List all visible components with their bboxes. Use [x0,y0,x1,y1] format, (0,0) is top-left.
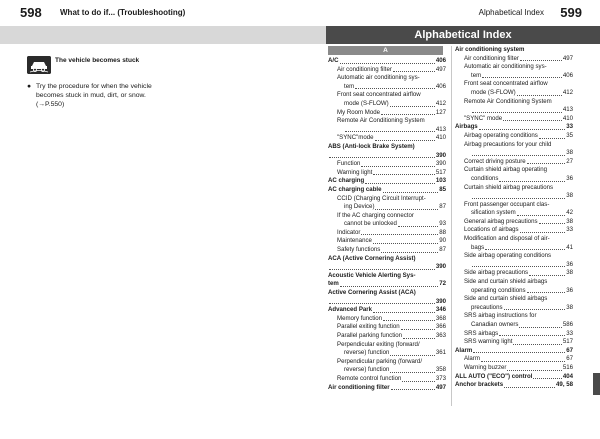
index-term: Warning light [337,168,373,176]
dot-leader [503,120,562,121]
index-term: Modification and disposal of air- [464,235,550,243]
index-term: "SYNC"mode [337,134,374,142]
index-entry [328,332,446,341]
index-entry [455,123,573,132]
index-entry [328,220,446,229]
right-running-title: Alphabetical Index [478,8,544,17]
index-term: mode (S-FLOW) [471,88,516,96]
index-term: reverse) function [344,349,390,357]
page-reference[interactable]: 413 [435,125,446,133]
index-term: ALL AUTO ("ECO") control [455,372,533,380]
stuck-bullet [27,82,169,109]
stuck-heading: The vehicle becomes stuck [55,57,140,64]
dot-leader [383,192,439,193]
index-term: Maintenance [337,237,372,245]
index-term: Active Cornering Assist (ACA) [328,289,416,297]
page-reference[interactable]: 390 [435,297,446,305]
index-entry [328,272,446,281]
index-term: Perpendicular exiting (forward/ [337,340,420,348]
page-reference[interactable]: 390 [435,263,446,271]
index-entry [328,57,446,66]
page-reference[interactable]: 41 [566,243,573,251]
page-reference[interactable]: 497 [435,65,446,73]
index-term: Side airbag operating conditions [464,252,552,260]
dot-leader [390,372,434,373]
index-term: Air conditioning filter [464,54,519,62]
page-reference[interactable]: 497 [435,383,446,391]
section-title: Alphabetical Index [326,26,600,44]
dot-leader [517,215,566,216]
dot-leader [504,387,555,388]
index-term: "SYNC" mode [464,114,503,122]
index-entry [455,63,573,72]
column-divider [451,46,452,406]
index-entry [328,143,446,152]
index-term: conditions [471,174,499,182]
index-term: precautions [471,303,503,311]
index-entry [328,289,446,298]
dot-leader [402,381,434,382]
index-term: Memory function [337,314,383,322]
page-reference[interactable]: 35 [566,131,573,139]
page-reference[interactable]: 72 [439,280,446,288]
index-term: Side airbag precautions [464,269,529,277]
dot-leader [499,335,565,336]
page-reference[interactable]: 410 [562,114,573,122]
page-reference[interactable]: 67 [566,355,573,363]
page-reference[interactable]: 38 [566,303,573,311]
page-reference[interactable]: 366 [435,323,446,331]
index-entry [455,166,573,175]
dot-leader [513,344,561,345]
index-letter-a: A [328,46,443,55]
index-term: ABS (Anti-lock Brake System) [328,142,415,150]
dot-leader [391,389,435,390]
page-header [0,0,600,26]
index-entry [455,269,573,278]
index-entry [455,295,573,304]
index-entry [455,218,573,227]
dot-leader [472,155,565,156]
index-term: Parallel parking function [337,332,403,339]
page-reference[interactable]: 36 [566,286,573,294]
dot-leader [361,234,438,235]
index-entry [455,149,573,158]
page-reference[interactable]: 406 [562,71,573,79]
index-entry [455,89,573,98]
index-term: reverse) function [344,366,390,374]
index-term: Alarm [464,355,480,363]
dot-leader [504,309,566,310]
page-reference[interactable]: 36 [566,174,573,182]
index-term: A/C [328,57,339,64]
index-entry [328,315,446,324]
index-column-2 [455,46,573,390]
page-reference[interactable]: 93 [439,220,446,228]
index-term: Side and curtain shield airbags [464,295,548,303]
index-term: cannot be unlocked [344,220,397,228]
index-term: bags [471,243,485,251]
index-entry [455,46,573,55]
page-reference[interactable]: 127 [435,108,446,116]
index-term: Curtain shield airbag precautions [464,183,554,191]
page-reference[interactable]: 38 [566,217,573,225]
index-entry [328,152,446,161]
index-entry [455,226,573,235]
index-term: Airbags [455,123,478,131]
page-reference[interactable]: 517 [562,338,573,346]
index-term: Advanced Park [328,306,373,314]
index-term: Canadian owners [471,321,519,328]
index-entry [455,72,573,81]
index-term: Correct driving posture [464,157,526,165]
index-term: Front passenger occupant clas- [464,200,550,208]
index-entry [328,358,446,367]
page-reference[interactable]: 406 [435,57,446,64]
dot-leader [373,174,434,175]
left-running-title: What to do if... (Troubleshooting) [60,8,186,17]
page-reference[interactable]: 373 [435,374,446,382]
right-page-number: 599 [560,5,582,20]
index-entry [328,280,446,289]
index-term: Automatic air conditioning sys- [337,74,420,82]
index-entry [455,338,573,347]
dot-leader [539,223,566,224]
index-term: Locations of airbags [464,226,519,234]
index-term: tem [344,82,355,90]
page-reference[interactable]: 412 [562,88,573,96]
page-reference[interactable]: 361 [435,349,446,357]
index-term: Remote Air Conditioning System [337,117,425,125]
index-term: Warning buzzer [464,363,507,371]
dot-leader [401,329,435,330]
dot-leader [507,370,561,371]
page-reference[interactable]: 517 [435,168,446,176]
index-entry [328,134,446,143]
dot-leader [375,209,438,210]
page-reference[interactable]: 358 [435,366,446,374]
dot-leader [403,338,435,339]
dot-leader [485,249,565,250]
left-page-number: 598 [20,5,42,20]
page-reference[interactable]: 36 [566,260,573,268]
index-entry [455,347,573,356]
dot-leader [539,138,565,139]
dot-leader [329,157,435,158]
index-entry [455,312,573,321]
index-entry [328,117,446,126]
dot-leader [481,361,565,362]
dot-leader [527,292,566,293]
index-term: mode (S-FLOW) [344,99,389,107]
page-reference[interactable]: 90 [439,237,446,245]
index-term: ACA (Active Cornering Assist) [328,254,416,262]
index-term: Airbag precautions for your child [464,140,552,148]
index-entry [328,375,446,384]
dot-leader [499,181,565,182]
dot-leader [533,378,561,379]
dot-leader [390,106,435,107]
page-reference[interactable]: 586 [562,321,573,328]
dot-leader [365,183,435,184]
dot-leader [383,320,435,321]
dot-leader [482,77,562,78]
dot-leader [381,114,435,115]
index-entry [455,244,573,253]
index-term: Remote Air Conditioning System [464,97,552,105]
index-term: AC charging cable [328,185,382,193]
dot-leader [381,252,438,253]
index-entry [328,306,446,315]
index-entry [328,349,446,358]
page-reference[interactable]: 33 [566,123,573,131]
index-entry [455,364,573,373]
dot-leader [398,226,438,227]
index-entry [455,115,573,124]
dot-leader [472,198,565,199]
index-term: CCID (Charging Circuit Interrupt- [337,194,426,202]
index-entry [328,100,446,109]
dot-leader [373,312,435,313]
index-entry [328,74,446,83]
index-entry [328,109,446,118]
index-entry [328,177,446,186]
page-reference[interactable]: 42 [566,209,573,217]
dot-leader [375,140,435,141]
index-entry [328,203,446,212]
index-term: Air conditioning system [455,46,525,53]
index-entry [328,212,446,221]
index-term: SRS airbags [464,329,499,337]
index-term: Air conditioning filter [328,383,390,391]
index-entry [455,278,573,287]
index-term: sification system [471,209,516,217]
index-entry [328,323,446,332]
index-entry [455,98,573,107]
index-entry [455,132,573,141]
index-entry [328,186,446,195]
index-term: tem [471,71,482,79]
index-entry [328,237,446,246]
page-reference[interactable]: 404 [562,372,573,380]
page-reference[interactable]: 87 [439,246,446,254]
page-reference[interactable]: 368 [435,314,446,322]
page-reference[interactable]: 27 [566,157,573,165]
dot-leader [355,88,435,89]
index-entry [455,106,573,115]
index-term: Front seat concentrated airflow [464,80,548,88]
index-term: ing Device) [344,203,375,211]
index-term: Side and curtain shield airbags [464,278,548,286]
index-term: tem [328,280,339,288]
dot-leader [520,60,562,61]
index-entry [455,304,573,313]
page-reference[interactable]: 67 [566,346,573,354]
car-stuck-icon [27,56,51,74]
index-entry [455,55,573,64]
index-term: SRS airbag instructions for [464,312,537,320]
index-term: Automatic air conditioning sys- [464,63,547,71]
index-entry [455,184,573,193]
page-reference[interactable]: 406 [435,82,446,90]
index-entry [328,229,446,238]
index-entry [455,330,573,339]
index-term: Front seat concentrated airflow [337,91,421,99]
page-reference[interactable]: 497 [562,54,573,62]
page-reference[interactable]: 103 [435,177,446,185]
page-reference[interactable]: 33 [566,329,573,337]
index-entry [455,287,573,296]
page-reference[interactable]: 516 [562,363,573,371]
dot-leader [473,352,565,353]
page-reference[interactable]: 390 [435,160,446,168]
index-term: My Room Mode [337,108,381,116]
index-entry [328,91,446,100]
page-reference[interactable]: 49, 58 [556,381,573,389]
index-term: SRS warning light [464,338,513,346]
thumb-index-tab [593,373,600,395]
index-term: Perpendicular parking (forward/ [337,357,423,365]
dot-leader [527,163,566,164]
page-reference[interactable]: 87 [439,203,446,211]
index-term: Air conditioning filter [337,65,392,73]
dot-leader [472,112,562,113]
stuck-bullet-text: Try the procedure for when the vehicle becomes stuck in mud, dirt, or snow. (→P.550) [36,83,152,108]
index-entry [455,261,573,270]
dot-leader [345,131,435,132]
page-reference[interactable]: 363 [435,332,446,339]
dot-leader [361,166,434,167]
index-entry [455,192,573,201]
index-term: Airbag operating conditions [464,131,538,139]
dot-leader [329,269,435,270]
index-entry [328,263,446,272]
index-column-1 [328,46,446,392]
dot-leader [519,327,561,328]
page-reference[interactable]: 38 [566,269,573,277]
index-entry [455,175,573,184]
dot-leader [373,243,438,244]
page-reference[interactable]: 390 [435,151,446,159]
page-reference[interactable]: 410 [435,134,446,142]
index-entry [328,246,446,255]
dot-leader [529,275,565,276]
page-reference[interactable]: 346 [435,306,446,314]
index-term: Acoustic Vehicle Alerting Sys- [328,271,416,279]
index-entry [328,126,446,135]
dot-leader [520,232,566,233]
index-term: Function [337,160,361,168]
dot-leader [390,355,434,356]
index-term: AC charging [328,177,365,185]
index-term: Safety functions [337,246,381,254]
index-term: Parallel exiting function [337,323,400,331]
page-reference[interactable]: 88 [439,228,446,236]
index-term: Curtain shield airbag operating [464,166,547,174]
index-entry [328,83,446,92]
index-term: Remote control function [337,374,402,382]
page-reference[interactable]: 85 [439,185,446,193]
index-entry [455,321,573,330]
dot-leader [340,63,435,64]
page-reference[interactable]: 412 [435,99,446,107]
index-term: If the AC charging connector [337,211,414,219]
index-entry [328,384,446,393]
dot-leader [340,286,438,287]
page-reference[interactable]: 33 [566,226,573,234]
page-reference[interactable]: 38 [566,192,573,200]
dot-leader [329,303,435,304]
index-entry [455,355,573,364]
index-term: Indicator [337,228,361,236]
dot-leader [472,266,565,267]
index-entry [455,80,573,89]
index-entry [328,160,446,169]
dot-leader [517,95,562,96]
page-reference[interactable]: 413 [562,106,573,114]
index-term: operating conditions [471,286,526,294]
index-term: General airbag precautions [464,217,538,225]
index-entry [455,201,573,210]
index-entry [455,252,573,261]
index-entry [328,298,446,307]
index-term: Anchor brackets [455,381,504,389]
index-entry [455,209,573,218]
index-entry [328,255,446,264]
index-entry [328,366,446,375]
bullet-icon: ● [27,83,32,90]
index-entry [455,158,573,167]
index-entry [455,381,573,390]
index-entry [455,235,573,244]
index-entry [455,141,573,150]
dot-leader [393,71,435,72]
page-reference[interactable]: 38 [566,149,573,157]
dot-leader [479,129,566,130]
index-entry [455,373,573,382]
index-entry [328,195,446,204]
index-term: Alarm [455,346,473,354]
index-entry [328,169,446,178]
index-entry [328,66,446,75]
index-entry [328,341,446,350]
